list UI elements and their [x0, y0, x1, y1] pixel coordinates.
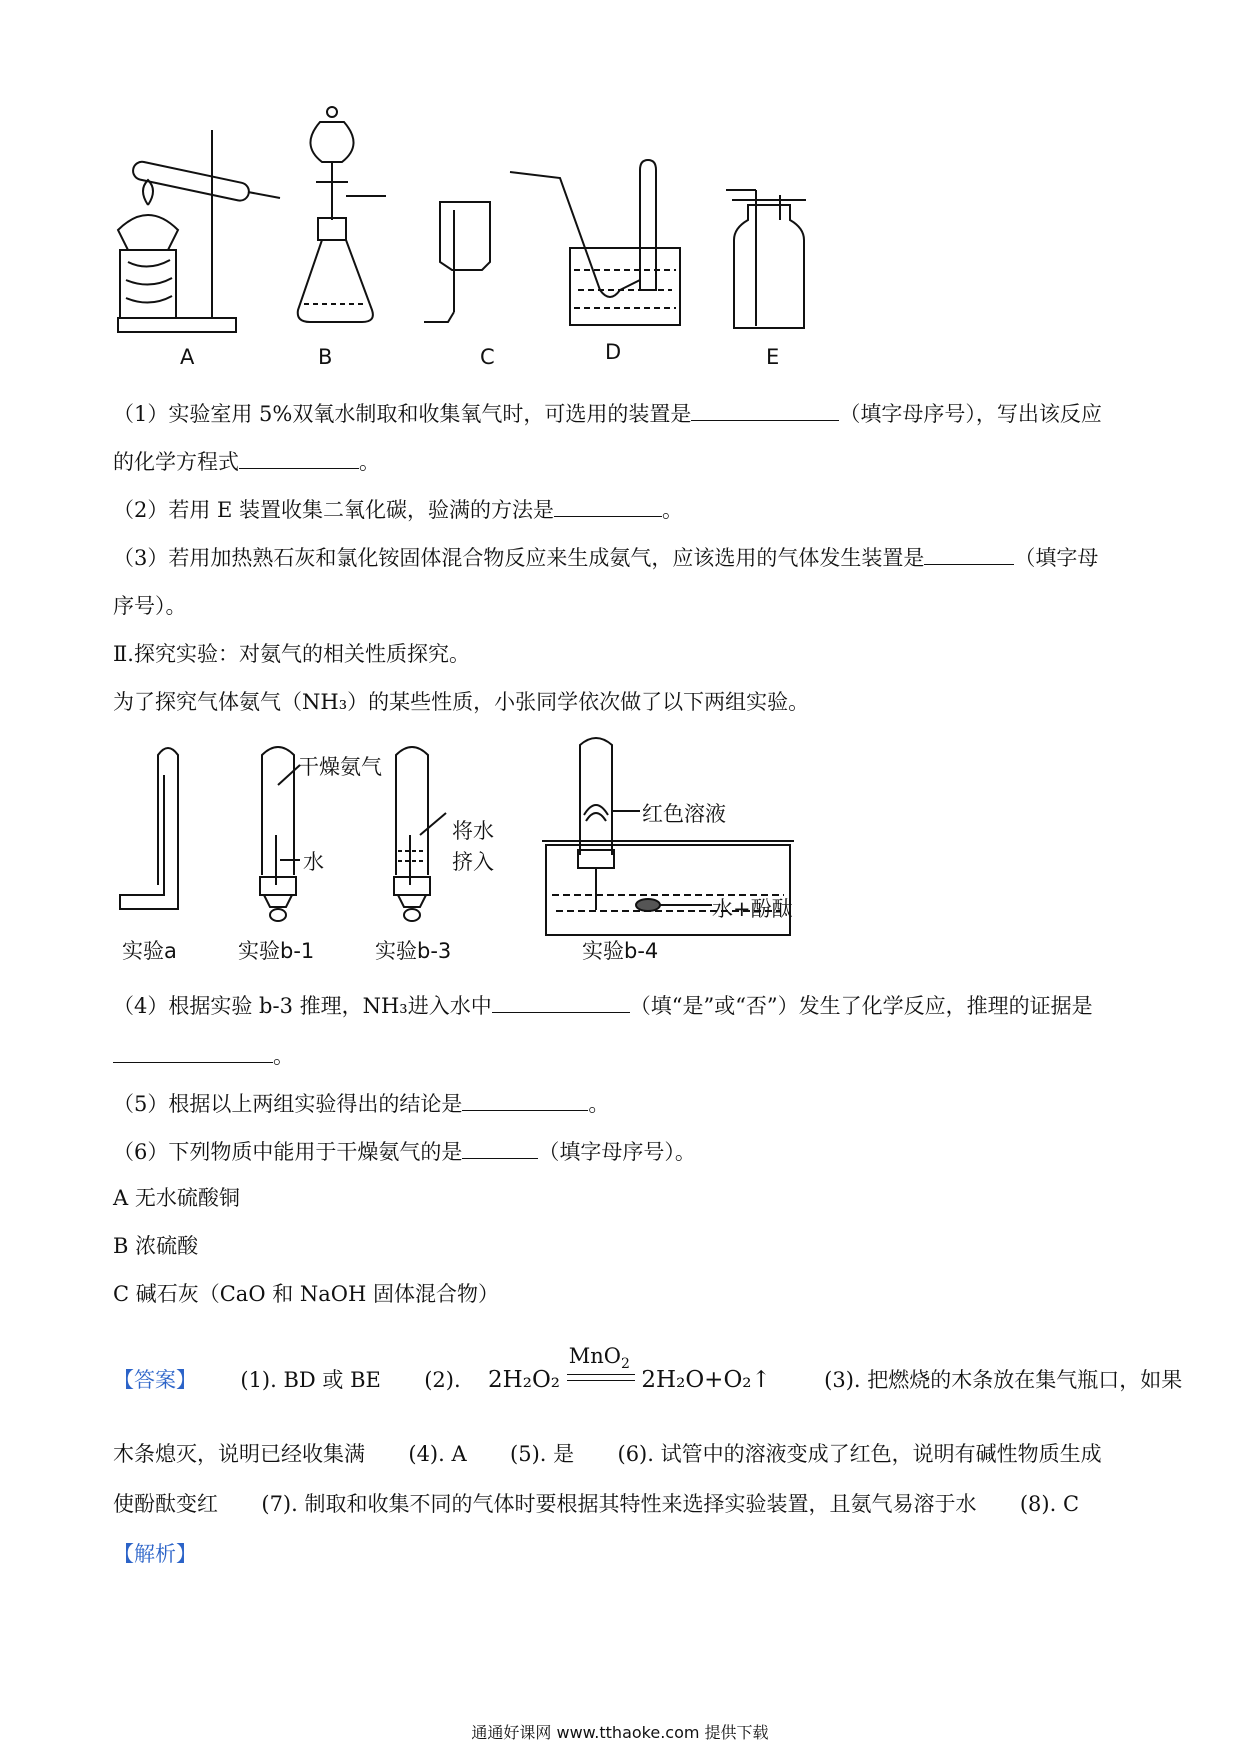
answer-tag: 【答案】 [113, 1368, 197, 1392]
label-c: C [480, 345, 495, 369]
section2-intro: 为了探究气体氨气（NH₃）的某些性质，小张同学依次做了以下两组实验。 [113, 690, 810, 714]
label-dry-ammonia: 干燥氨气 [298, 755, 382, 779]
alcohol-lamp [118, 215, 178, 250]
q2-line: （2）若用 E 装置收集二氧化碳，验满的方法是 。 [113, 494, 683, 524]
q2-blank[interactable] [554, 494, 662, 517]
exp-b1-tube [262, 747, 294, 875]
label-exp-b4: 实验b-4 [582, 939, 659, 963]
answer-line1: 【答案】 (1). BD 或 BE (2). 2H₂O₂ MnO$_2$ 2H₂O+O₂↑ (3). 把燃烧的木条放在集气瓶口，如果 [113, 1343, 1183, 1393]
label-d: D [605, 340, 622, 364]
q4-blank1[interactable] [492, 990, 630, 1013]
answer-line3: 使酚酞变红 (7). 制取和收集不同的气体时要根据其特性来选择实验装置，且氨气易溶于水 (8). C [113, 1492, 1080, 1516]
q3-line1: （3）若用加热熟石灰和氯化铵固体混合物反应来生成氨气，应该选用的气体发生装置是 （填字母 [113, 542, 1098, 572]
page-footer: 通通好课网 www.tthaoke.com 提供下载 [471, 1723, 769, 1742]
separatory-funnel [310, 122, 353, 162]
option-c: C 碱石灰（CaO 和 NaOH 固体混合物） [113, 1282, 499, 1306]
exp-a-tube [158, 748, 178, 885]
label-water-phenol: 水+酚酞 [712, 897, 793, 921]
label-a: A [180, 345, 195, 369]
reaction-condition: MnO$_2$ [567, 1370, 635, 1394]
label-squeeze-2: 挤入 [452, 850, 494, 874]
q1-line2: 的化学方程式 。 [113, 446, 380, 476]
q3-blank[interactable] [924, 542, 1014, 565]
analysis-tag: 【解析】 [113, 1542, 197, 1566]
q4-blank2[interactable] [113, 1040, 273, 1063]
conical-flask [298, 240, 373, 322]
label-e: E [766, 345, 780, 369]
q1-line1: （1）实验室用 5%双氧水制取和收集氧气时，可选用的装置是 （填字母序号），写出该反应 [113, 398, 1102, 428]
q5-line: （5）根据以上两组实验得出的结论是 。 [113, 1088, 609, 1118]
section2-title: Ⅱ.探究实验：对氨气的相关性质探究。 [113, 642, 470, 666]
exp-b4-tube [580, 738, 612, 855]
q6-line: （6）下列物质中能用于干燥氨气的是 （填字母序号）。 [113, 1136, 696, 1166]
apparatus-a-base [118, 318, 236, 332]
equation: 2H₂O₂ [488, 1367, 561, 1393]
analysis-line [113, 1540, 197, 1568]
apparatus-e-bottle [734, 205, 804, 328]
label-red-solution: 红色溶液 [642, 802, 726, 826]
label-squeeze-1: 将水 [452, 819, 494, 843]
option-a: A 无水硫酸铜 [113, 1186, 240, 1210]
q3-line2: 序号）。 [113, 594, 187, 618]
label-exp-b1: 实验b-1 [238, 939, 315, 963]
q1-blank1[interactable] [691, 398, 839, 421]
label-water: 水 [303, 850, 324, 874]
label-b: B [318, 345, 333, 369]
exp-b3-tube [396, 747, 428, 875]
q4-line2: 。 [113, 1040, 294, 1070]
q4-line1: （4）根据实验 b-3 推理，NH₃进入水中 （填“是”或“否”）发生了化学反应，推理的证据是 [113, 990, 1093, 1020]
apparatus-a-test-tube [131, 160, 250, 202]
q6-blank[interactable] [462, 1136, 538, 1159]
q1-blank2[interactable] [239, 446, 359, 469]
q5-blank[interactable] [462, 1088, 588, 1111]
answer-line2: 木条熄灭，说明已经收集满 (4). A (5). 是 (6). 试管中的溶液变成了红色，说明有碱性物质生成 [113, 1442, 1102, 1466]
label-exp-a: 实验a [122, 939, 177, 963]
option-b: B 浓硫酸 [113, 1234, 199, 1258]
apparatus-c-bottle [440, 202, 490, 270]
label-exp-b3: 实验b-3 [375, 939, 452, 963]
